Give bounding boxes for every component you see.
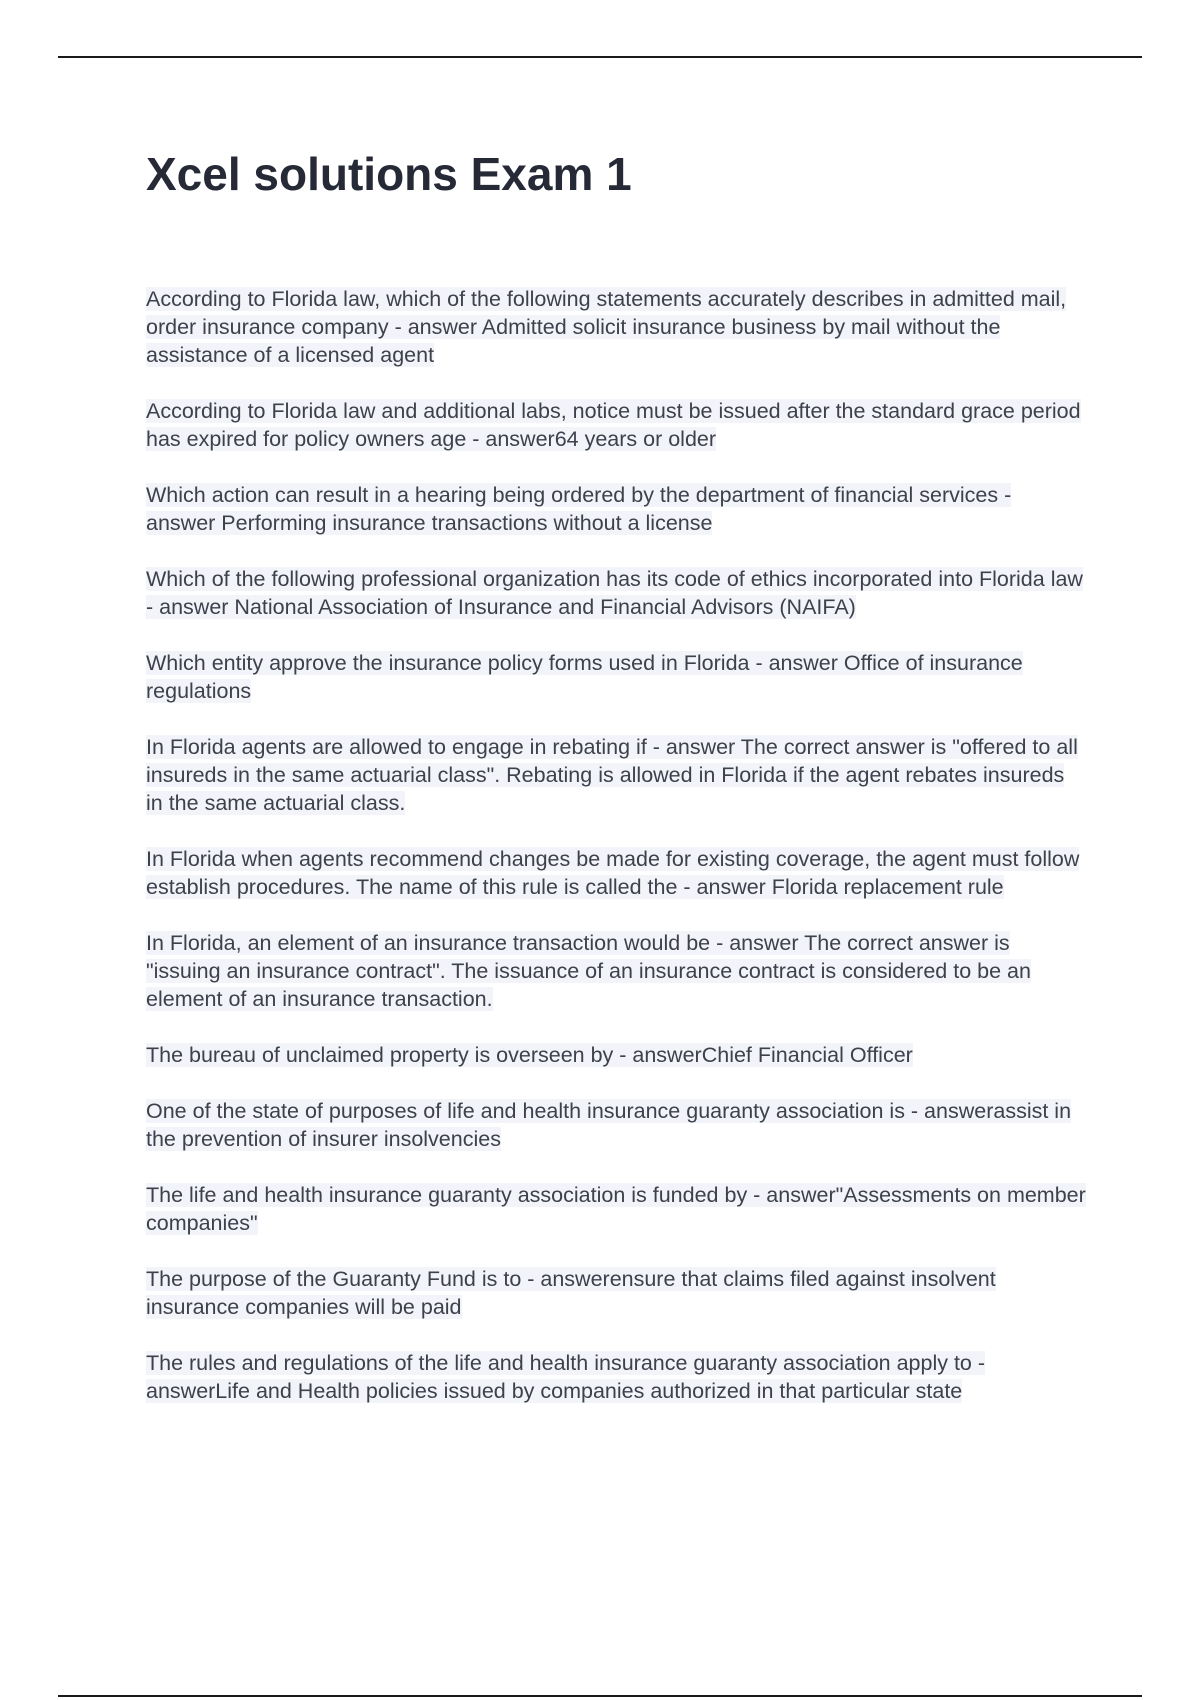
qa-text: The life and health insurance guaranty association is funded by - answer"Assessments on member companies" — [146, 1183, 1086, 1235]
qa-text: The purpose of the Guaranty Fund is to - answerensure that claims filed against insolvent insurance companies will be paid — [146, 1267, 996, 1319]
qa-item — [146, 845, 1086, 901]
qa-item — [146, 1265, 1086, 1321]
qa-text: In Florida agents are allowed to engage in rebating if - answer The correct answer is "offered to all insureds in the same actuarial class". Rebating is allowed in Florida if the agent rebates insureds in the same actuarial class. — [146, 735, 1078, 815]
qa-item — [146, 397, 1086, 453]
qa-text: The bureau of unclaimed property is overseen by - answerChief Financial Officer — [146, 1043, 913, 1067]
qa-text: According to Florida law, which of the following statements accurately describes in admitted mail, order insurance company - answer Admitted solicit insurance business by mail without the assistance of a licensed agent — [146, 287, 1067, 367]
qa-text: According to Florida law and additional labs, notice must be issued after the standard grace period has expired for policy owners age - answer64 years or older — [146, 399, 1081, 451]
qa-text: In Florida when agents recommend changes be made for existing coverage, the agent must follow establish procedures. The name of this rule is called the - answer Florida replacement rule — [146, 847, 1080, 899]
qa-list — [146, 285, 1086, 1433]
qa-item — [146, 1097, 1086, 1153]
footer-rule — [58, 1695, 1142, 1697]
header-rule — [58, 56, 1142, 58]
qa-item — [146, 481, 1086, 537]
qa-item — [146, 565, 1086, 621]
qa-text: Which of the following professional organization has its code of ethics incorporated into Florida law - answer National Association of Insurance and Financial Advisors (NAIFA) — [146, 567, 1083, 619]
page-title: Xcel solutions Exam 1 — [146, 148, 632, 200]
qa-item — [146, 929, 1086, 1013]
qa-item — [146, 733, 1086, 817]
qa-text: In Florida, an element of an insurance transaction would be - answer The correct answer is "issuing an insurance contract". The issuance of an insurance contract is considered to be an element of an insurance transaction. — [146, 931, 1031, 1011]
qa-text: Which entity approve the insurance policy forms used in Florida - answer Office of insurance regulations — [146, 651, 1023, 703]
qa-item — [146, 1349, 1086, 1405]
qa-item — [146, 1181, 1086, 1237]
qa-text: The rules and regulations of the life and health insurance guaranty association apply to - answerLife and Health policies issued by companies authorized in that particular state — [146, 1351, 986, 1403]
qa-item — [146, 285, 1086, 369]
qa-item — [146, 649, 1086, 705]
qa-text: One of the state of purposes of life and health insurance guaranty association is - answerassist in the prevention of insurer insolvencies — [146, 1099, 1072, 1151]
qa-item — [146, 1041, 1086, 1069]
qa-text: Which action can result in a hearing being ordered by the department of financial services - answer Performing insurance transactions without a license — [146, 483, 1012, 535]
